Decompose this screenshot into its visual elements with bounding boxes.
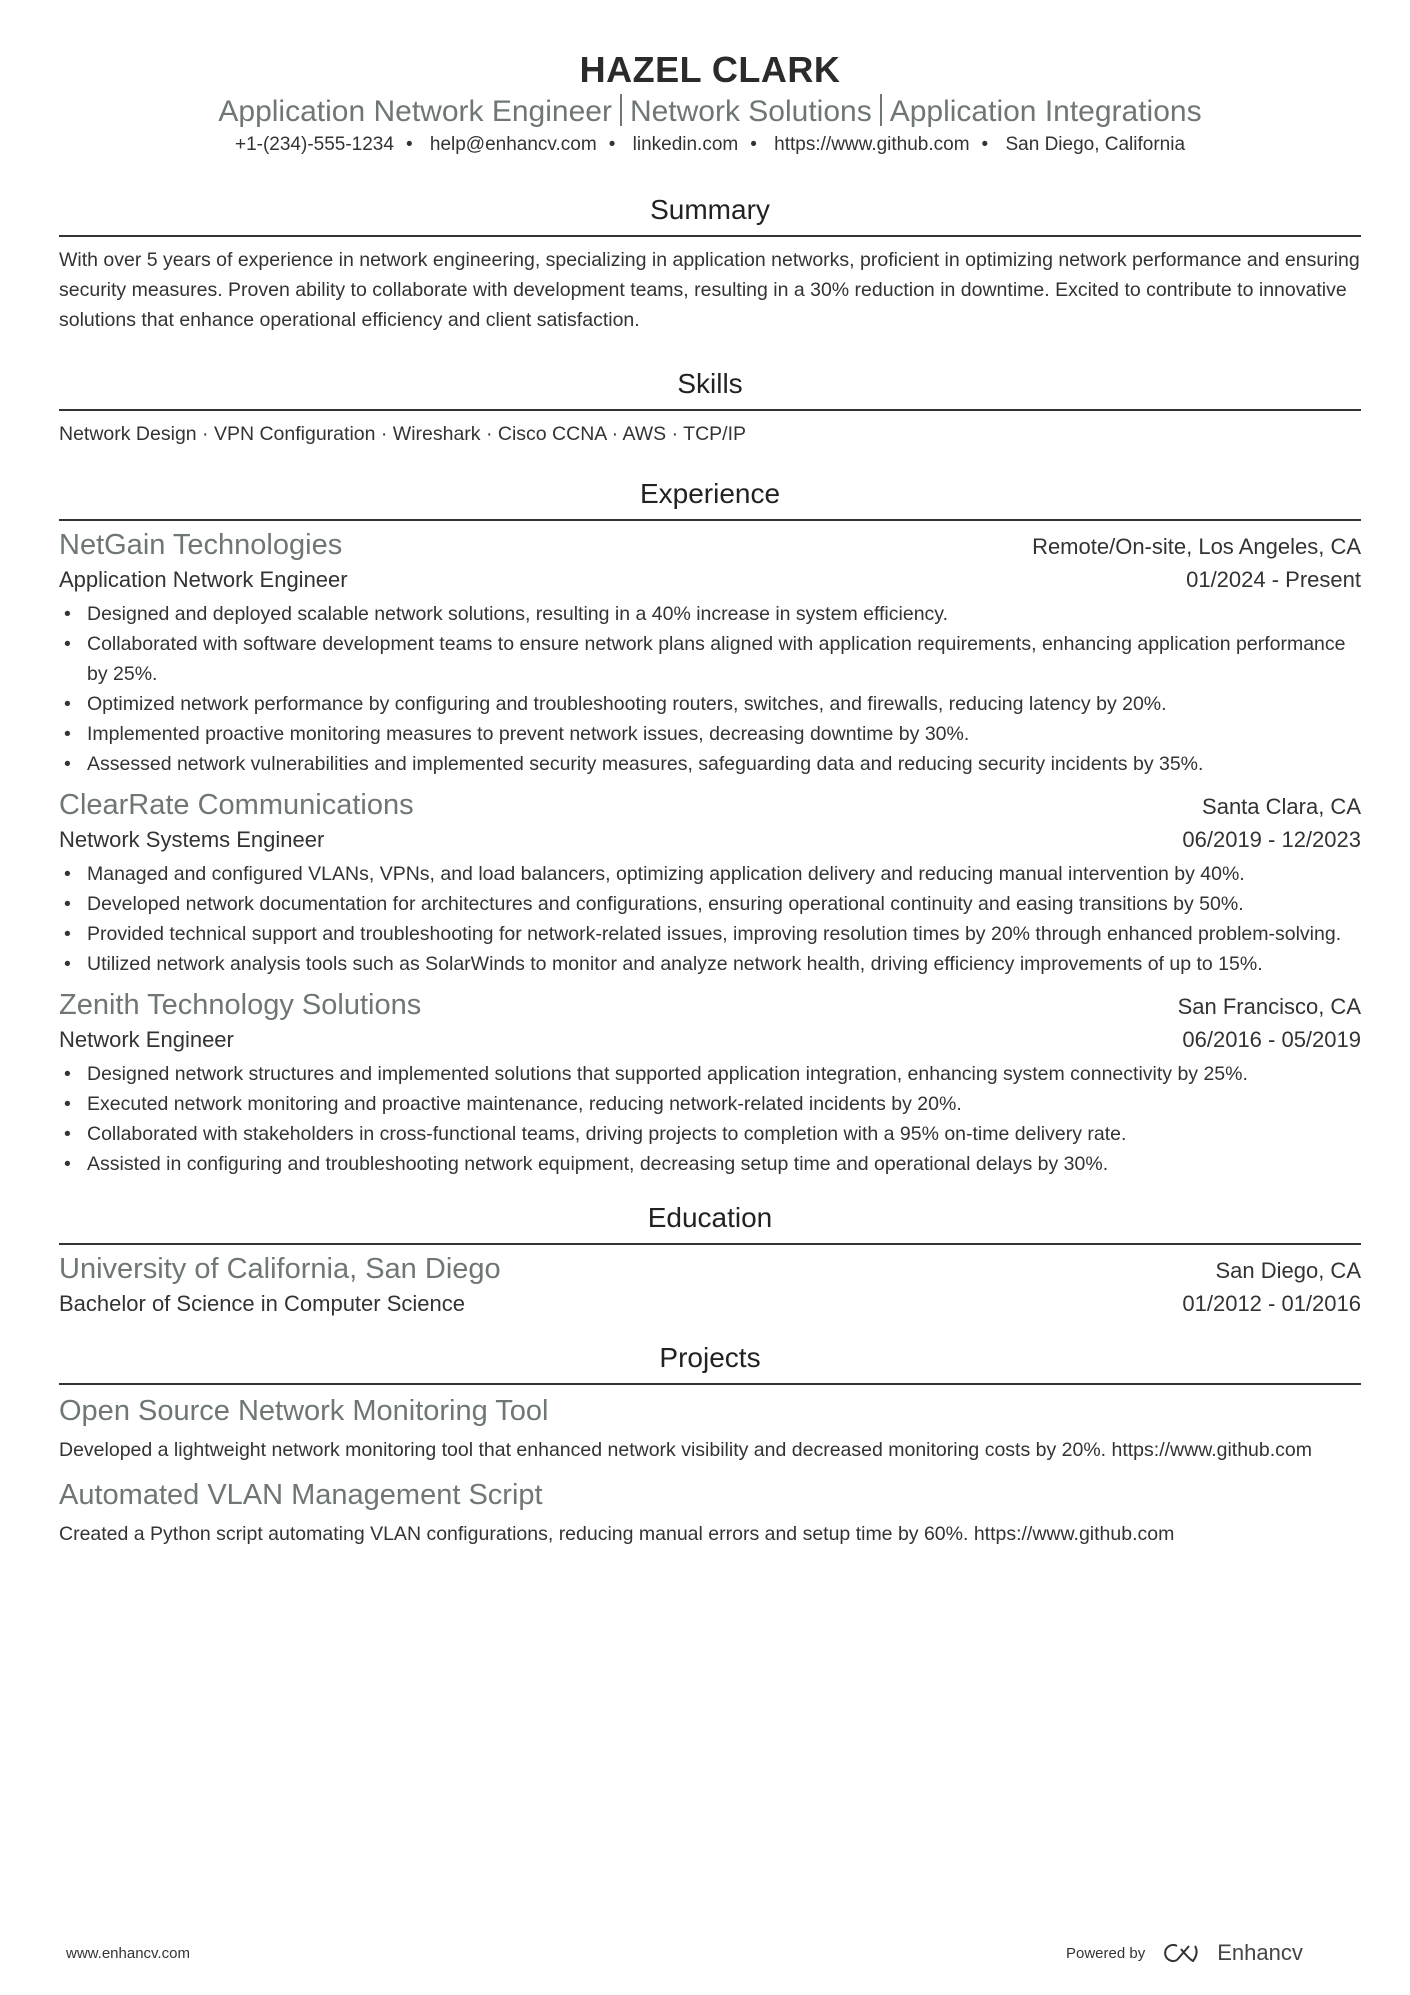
education-entry bbox=[59, 1251, 1361, 1319]
bullet-item: • Designed network structures and implemented solutions that supported application integration, enhancing system connectivity by 25%. bbox=[59, 1059, 1361, 1089]
project-entry bbox=[59, 1393, 1361, 1465]
job-location: Remote/On-site, Los Angeles, CA bbox=[1032, 534, 1361, 559]
company-name: ClearRate Communications bbox=[59, 789, 414, 821]
job-entry bbox=[59, 787, 1361, 979]
headline-item: Network Solutions bbox=[629, 95, 872, 128]
candidate-name: HAZEL CLARK bbox=[579, 49, 841, 90]
projects-heading: Projects bbox=[59, 1341, 1361, 1385]
resume bbox=[59, 0, 1361, 1549]
bullet-item: • Implemented proactive monitoring measures to prevent network issues, decreasing downtime by 30%. bbox=[59, 719, 1361, 749]
bullet-item: • Managed and configured VLANs, VPNs, and load balancers, optimizing application delivery and reducing manual intervention by 40%. bbox=[59, 859, 1361, 889]
linkedin-link[interactable]: linkedin.com bbox=[632, 134, 739, 155]
divider bbox=[880, 94, 882, 126]
job-dates: 06/2016 - 05/2019 bbox=[1182, 1027, 1361, 1052]
bullet-item: • Assisted in configuring and troubleshooting network equipment, decreasing setup time and operational delays by 30%. bbox=[59, 1149, 1361, 1179]
powered-by bbox=[1066, 1940, 1303, 1966]
job-bullets bbox=[59, 599, 1361, 779]
project-title: Automated VLAN Management Script bbox=[59, 1479, 543, 1511]
bullet-item: • Provided technical support and troubleshooting for network-related issues, improving resolution times by 20% through enhanced problem-solving. bbox=[59, 919, 1361, 949]
school-location: San Diego, CA bbox=[1215, 1258, 1361, 1283]
job-title: Network Engineer bbox=[59, 1027, 234, 1052]
skills-text: Network Design · VPN Configuration · Wireshark · Cisco CCNA · AWS · TCP/IP bbox=[59, 423, 747, 445]
education-dates: 01/2012 - 01/2016 bbox=[1182, 1291, 1361, 1316]
contact-line: +1-(234)-555-1234 • help@enhancv.com • linkedin.com • https://www.github.com • San Diego, California bbox=[234, 134, 1186, 155]
bullet-item: • Executed network monitoring and proactive maintenance, reducing network-related incidents by 20%. bbox=[59, 1089, 1361, 1119]
job-title: Network Systems Engineer bbox=[59, 827, 325, 852]
email-link[interactable]: help@enhancv.com bbox=[429, 134, 597, 155]
job-dates: 01/2024 - Present bbox=[1186, 567, 1361, 592]
company-name: NetGain Technologies bbox=[59, 529, 343, 561]
job-bullets bbox=[59, 859, 1361, 979]
enhancv-brand: Enhancv bbox=[1217, 1940, 1303, 1965]
project-entry bbox=[59, 1477, 1361, 1549]
skills-heading: Skills bbox=[59, 367, 1361, 411]
github-link[interactable]: https://www.github.com bbox=[774, 134, 970, 155]
bullet-item: • Developed network documentation for architectures and configurations, ensuring operational continuity and easing transitions by 50%. bbox=[59, 889, 1361, 919]
phone: +1-(234)-555-1234 bbox=[234, 134, 394, 155]
project-title: Open Source Network Monitoring Tool bbox=[59, 1395, 549, 1427]
degree: Bachelor of Science in Computer Science bbox=[59, 1291, 465, 1316]
footer-site-link[interactable]: www.enhancv.com bbox=[66, 1945, 190, 1962]
bullet-item: • Utilized network analysis tools such as SolarWinds to monitor and analyze network health, driving efficiency improvements of up to 15%. bbox=[59, 949, 1361, 979]
education-heading: Education bbox=[59, 1201, 1361, 1245]
bullet-item: • Designed and deployed scalable network solutions, resulting in a 40% increase in system efficiency. bbox=[59, 599, 1361, 629]
project-description: Developed a lightweight network monitoring tool that enhanced network visibility and decreased monitoring costs by 20%. https://www.github.com bbox=[59, 1439, 1313, 1461]
job-bullets bbox=[59, 1059, 1361, 1179]
summary-heading: Summary bbox=[59, 193, 1361, 237]
job-title: Application Network Engineer bbox=[59, 567, 348, 592]
job-location: Santa Clara, CA bbox=[1202, 794, 1361, 819]
school-name: University of California, San Diego bbox=[59, 1253, 501, 1285]
headline bbox=[59, 94, 1361, 130]
job-location: San Francisco, CA bbox=[1177, 994, 1361, 1019]
job-entry bbox=[59, 987, 1361, 1179]
bullet-item: • Collaborated with stakeholders in cross-functional teams, driving projects to completion with a 95% on-time delivery rate. bbox=[59, 1119, 1361, 1149]
powered-by-label: Powered by bbox=[1066, 1944, 1146, 1962]
headline-item: Application Network Engineer bbox=[218, 95, 612, 128]
headline-item: Application Integrations bbox=[889, 95, 1202, 128]
bullet-item: • Collaborated with software development teams to ensure network plans aligned with application requirements, enhancing application performance by 25%. bbox=[59, 629, 1361, 689]
company-name: Zenith Technology Solutions bbox=[59, 989, 422, 1021]
bullet-item: • Optimized network performance by configuring and troubleshooting routers, switches, and firewalls, reducing latency by 20%. bbox=[59, 689, 1361, 719]
divider bbox=[620, 94, 622, 126]
job-entry bbox=[59, 527, 1361, 779]
summary-text: With over 5 years of experience in network engineering, specializing in application networks, proficient in optimizing network performance and ensuring security measures. Proven ability to collaborate with development teams, resulting in a 30% reduction in downtime. Excited to contribute to innovative solutions that enhance operational efficiency and client satisfaction. bbox=[59, 249, 1360, 331]
enhancv-logo-icon bbox=[1159, 1941, 1203, 1965]
project-description: Created a Python script automating VLAN configurations, reducing manual errors and setup time by 60%. https://www.github.com bbox=[59, 1523, 1175, 1545]
bullet-item: • Assessed network vulnerabilities and implemented security measures, safeguarding data and reducing security incidents by 35%. bbox=[59, 749, 1361, 779]
experience-heading: Experience bbox=[59, 477, 1361, 521]
job-dates: 06/2019 - 12/2023 bbox=[1182, 827, 1361, 852]
location: San Diego, California bbox=[1005, 134, 1186, 155]
